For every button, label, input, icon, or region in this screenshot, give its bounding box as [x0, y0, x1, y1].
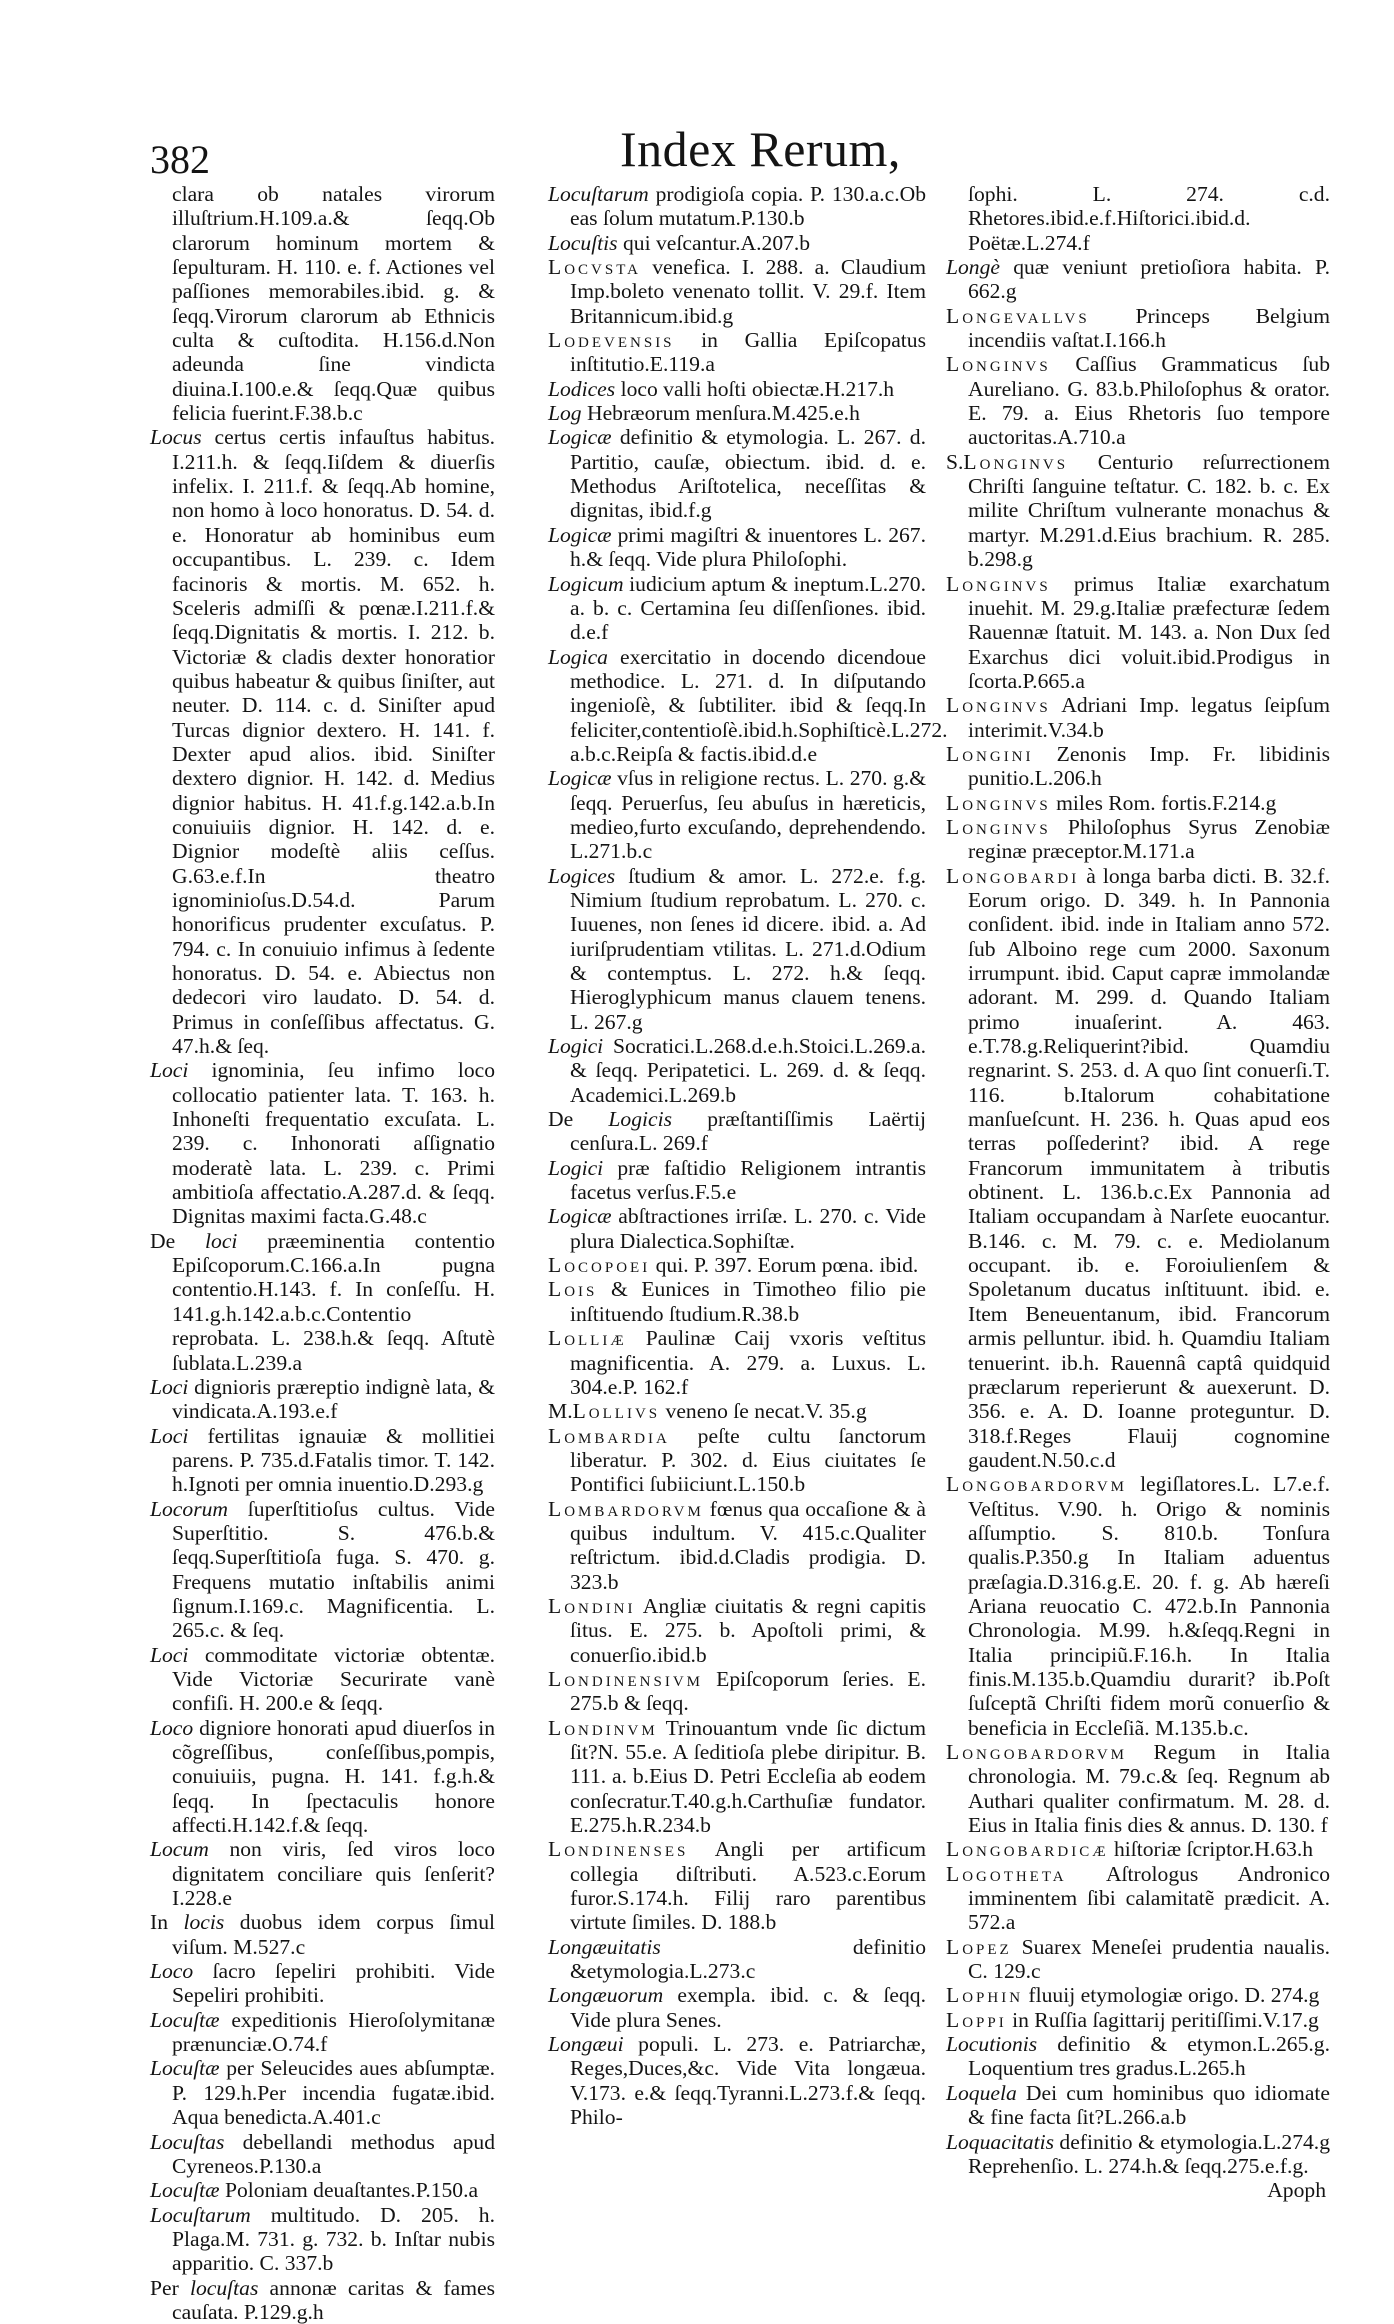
- entry-text: præeminentia contentio Epiſcoporum.C.166.a.In pugna contentio.H.143. f. In conſeſſu. H. 141.g.h.142.a.b.c.Contentio reprobata. L. 238.h.& ſeqq. Aſtutè ſublata.L.239.a: [172, 1228, 496, 1375]
- entry-lemma: Lophin: [946, 1983, 1024, 2008]
- index-entry: [946, 791, 1330, 815]
- index-entry: [548, 1667, 926, 1716]
- entry-lemma: Lois: [548, 1277, 598, 1302]
- entry-lemma: Loci: [150, 1423, 189, 1448]
- index-entry: [548, 766, 926, 863]
- index-entry: [946, 2032, 1330, 2081]
- entry-text: veneno ſe necat.V. 35.g: [660, 1399, 867, 1424]
- entry-text: ignominia, ſeu infimo loco collocatio patienter lata. T. 163. h. Inhoneſti frequentatio excuſata. L. 239. c. Inhonorati aſſignatio moderatè lata. L. 239. c. Primi ambitioſa affectatio.A.287.d. & ſeqq. Dignitas maximi facta.G.48.c: [172, 1058, 495, 1229]
- entry-lemma: Longinvs: [946, 571, 1051, 596]
- index-entry: [150, 2056, 495, 2129]
- entry-lemma: Logicum: [548, 571, 624, 596]
- index-entry: [946, 815, 1330, 864]
- entry-lemma: Locuſtæ: [150, 2178, 220, 2203]
- index-entry: [548, 572, 926, 645]
- entry-text: in Ruſſia ſagittarij peritiſſimi.V.17.g: [1006, 2007, 1319, 2032]
- entry-lemma: Locus: [150, 425, 202, 450]
- entry-lemma: Longinvs: [946, 814, 1051, 839]
- entry-lemma: Longæui: [548, 2032, 624, 2057]
- entry-text: Centurio reſurrectionem Chriſti ſanguine teſtatur. C. 182. b. c. Ex milite Chriſtum vulnerante monachus & martyr. M.291.d.Eius brachium. R. 285. b.298.g: [968, 449, 1330, 572]
- index-entry: [548, 1277, 926, 1326]
- entry-prefix: De: [548, 1107, 609, 1132]
- index-entry: [150, 1959, 495, 2008]
- index-entry: [548, 1399, 926, 1423]
- index-entry: [150, 1229, 495, 1375]
- entry-text: Princeps Belgium incendiis vaſtat.I.166.h: [968, 303, 1330, 353]
- entry-lemma: Longobardicæ: [946, 1837, 1109, 1862]
- page-number: 382: [150, 137, 210, 182]
- index-entry: [150, 1837, 495, 1910]
- entry-lemma: Logicæ: [548, 1204, 612, 1229]
- index-entry: [548, 1594, 926, 1667]
- index-entry: [548, 328, 926, 377]
- entry-lemma: Locuſtarum: [150, 2202, 251, 2227]
- entry-text: hiſtoriæ ſcriptor.H.63.h: [1108, 1837, 1314, 1862]
- entry-text: Socratici.L.268.d.e.h.Stoici.L.269.a. & ſeqq. Peripatetici. L. 269. d. & ſeqq. Academici.L.269.b: [570, 1034, 926, 1107]
- entry-text: multitudo. D. 205. h. Plaga.M. 731. g. 732. b. Inſtar nubis apparitio. C. 337.b: [172, 2202, 495, 2276]
- entry-text: Epiſcoporum ſeries. E. 275.b & ſeqq.: [570, 1666, 926, 1716]
- index-entry: [946, 1740, 1330, 1837]
- entry-lemma: Longinvs: [963, 449, 1069, 474]
- index-entry: [946, 1837, 1330, 1861]
- entry-lemma: Longinvs: [946, 352, 1051, 377]
- index-entry: [946, 1472, 1330, 1740]
- entry-lemma: Locuſtæ: [150, 2056, 220, 2081]
- entry-text: miles Rom. fortis.F.214.g: [1050, 790, 1277, 815]
- index-entry: [946, 864, 1330, 1473]
- entry-lemma: Lombardorvm: [548, 1496, 704, 1521]
- index-entry: [946, 1983, 1330, 2007]
- index-entry: [548, 425, 926, 522]
- index-entry: [548, 1156, 926, 1205]
- index-entry: [548, 2032, 926, 2129]
- entry-text: qui veſcantur.A.207.b: [617, 230, 811, 255]
- entry-lemma: Locvsta: [548, 255, 641, 280]
- index-entry: [548, 1253, 926, 1277]
- entry-text: definitio & etymon.L.265.g. Loquentium tres gradus.L.265.h: [968, 2032, 1330, 2081]
- entry-lemma: Londinensivm: [548, 1666, 704, 1691]
- index-entry: [150, 1716, 495, 1838]
- index-entry: [548, 1935, 926, 1984]
- entry-text: debellandi methodus apud Cyreneos.P.130.a: [172, 2129, 495, 2178]
- entry-lemma: Logicis: [608, 1107, 673, 1132]
- entry-lemma: Londinvm: [548, 1715, 658, 1740]
- entry-lemma: locis: [183, 1910, 225, 1935]
- entry-text: ſophi. L. 274. c.d. Rhetores.ibid.e.f.Hiſtorici.ibid.d. Poëtæ.L.274.f: [968, 182, 1330, 255]
- entry-lemma: Logicæ: [548, 766, 612, 791]
- index-entry: [150, 1375, 495, 1424]
- index-entry: [150, 182, 495, 425]
- entry-lemma: Logici: [548, 1034, 604, 1059]
- entry-lemma: Locuſtis: [548, 230, 618, 255]
- index-entry: [548, 1034, 926, 1107]
- entry-lemma: Longevallvs: [946, 303, 1090, 328]
- entry-text: populi. L. 273. e. Patriarchæ, Reges,Duces,&c. Vide Vita longæua. V.173. e.& ſeqq.Tyranni.L.273.f.& ſeqq. Philo-: [570, 2032, 926, 2130]
- entry-lemma: Loppi: [946, 2007, 1007, 2032]
- index-entry: [150, 2178, 495, 2202]
- entry-lemma: Locutionis: [946, 2032, 1038, 2057]
- entry-text: exercitatio in docendo dicendoue methodice. L. 271. d. In diſputando ingenioſè, & ſubtiliter. ibid & ſeqq.In feliciter,contentioſè.ibid.h.Sophiſticè.L.272. a.b.c.Reipſa & factis.ibid.d.e: [570, 644, 948, 766]
- index-entry: [946, 2081, 1330, 2130]
- entry-text: Caſſius Grammaticus ſub Aureliano. G. 83.b.Philoſophus & orator. E. 79. a. Eius Rhetoris ſuo tempore auctoritas.A.710.a: [968, 352, 1330, 450]
- entry-lemma: Longobardorvm: [946, 1472, 1128, 1497]
- entry-lemma: Loquela: [946, 2080, 1017, 2105]
- entry-text: in Gallia Epiſcopatus inſtitutio.E.119.a: [570, 328, 926, 377]
- index-entry: [548, 1983, 926, 2032]
- entry-text: vſus in religione rectus. L. 270. g.& ſeqq. Peruerſus, ſeu abuſus in hæreticis, medieo,furto excuſando, deprehendendo. L.271.b.c: [570, 766, 926, 864]
- entry-lemma: Longobardi: [946, 863, 1080, 888]
- index-column-right: [946, 182, 1330, 2203]
- entry-lemma: Lombardia: [548, 1423, 670, 1448]
- entry-text: Hebræorum menſura.M.425.e.h: [581, 401, 860, 426]
- entry-text: primi magiſtri & inuentores L. 267. h.& ſeqq. Vide plura Philoſophi.: [570, 522, 926, 572]
- index-entry: [150, 425, 495, 1058]
- entry-text: Angliæ ciuitatis & regni capitis ſitus. E. 275. b. Apoſtoli primi, & conuerſio.ibid.b: [570, 1593, 926, 1667]
- index-entry: [946, 1935, 1330, 1984]
- entry-text: expeditionis Hieroſolymitanæ prænunciæ.O.74.f: [172, 2007, 495, 2057]
- entry-text: præ faſtidio Religionem intrantis facetus verſus.F.5.e: [570, 1155, 926, 1205]
- entry-text: loco valli hoſti obiectæ.H.217.h: [615, 376, 895, 401]
- entry-text: Trinouantum vnde ſic dictum ſit?N. 55.e. A ſeditioſa plebe diripitur. B. 111. a. b.Eius D. Petri Eccleſia ab eodem conſecratur.T.40.g.h.Carthuſiæ fundator. E.275.h.R.234.b: [570, 1715, 926, 1838]
- entry-text: legiſlatores.L. L7.e.f. Veſtitus. V.90. h. Origo & nominis aſſumptio. S. 810.b. Tonſura qualis.P.350.g In Italiam aduentus præſagia.D.316.g.E. 20. f. g. Ab hæreſi Ariana reuocatio C. 472.b.In Pannonia Chronologia. M.99. h.&ſeqq.Regni in Italia principiũ.F.16.h. In Italia finis.M.135.b.Quamdiu durarit? ib.Poſt ſuſceptã Chriſti fidem morũ conuerſio & beneficia in Eccleſiã. M.135.b.c.: [968, 1472, 1330, 1740]
- entry-lemma: Lodevensis: [548, 328, 675, 353]
- index-entry: [150, 1643, 495, 1716]
- entry-text: fertilitas ignauiæ & mollitiei parens. P. 735.d.Fatalis timor. T. 142. h.Ignoti per omnia inuentio.D.293.g: [172, 1423, 495, 1497]
- entry-lemma: Lopez: [946, 1934, 1012, 1959]
- entry-lemma: Logicæ: [548, 425, 612, 450]
- index-entry: [150, 1910, 495, 1959]
- index-entry: [548, 1107, 926, 1156]
- entry-text: exempla. ibid. c. & ſeqq. Vide plura Senes.: [570, 1983, 926, 2032]
- entry-text: prodigioſa copia. P. 130.a.c.Ob eas ſolum mutatum.P.130.b: [570, 182, 926, 231]
- entry-text: Suarex Meneſei prudentia naualis. C. 129.c: [968, 1934, 1330, 1984]
- entry-prefix: M.: [548, 1399, 573, 1424]
- entry-text: definitio & etymologia. L. 267. d. Partitio, cauſæ, obiectum. ibid. d. e. Methodus Ariſtotelica, neceſſitas & dignitas, ibid.f.g: [570, 425, 926, 523]
- index-entry: [548, 864, 926, 1034]
- entry-text: abſtractiones irriſæ. L. 270. c. Vide plura Dialectica.Sophiſtæ.: [570, 1204, 926, 1253]
- entry-text: definitio & etymologia.L.274.g Reprehenſio. L. 274.h.& ſeqq.275.e.f.g.: [968, 2129, 1330, 2178]
- entry-text: Angli per artificum collegia diſtributi. A.523.c.Eorum furor.S.174.h. Filij raro parentibus virtute ſimiles. D. 188.b: [570, 1837, 926, 1935]
- index-entry: [548, 1326, 926, 1399]
- index-entry: [946, 1862, 1330, 1935]
- catchword: Apoph: [1267, 2178, 1326, 2203]
- entry-lemma: Londini: [548, 1593, 636, 1618]
- entry-prefix: S.: [946, 449, 964, 474]
- entry-lemma: Loco: [150, 1715, 194, 1740]
- entry-lemma: Loci: [150, 1374, 189, 1399]
- entry-lemma: Londinenses: [548, 1837, 689, 1862]
- entry-lemma: Loci: [150, 1058, 189, 1083]
- index-entry: [946, 693, 1330, 742]
- entry-lemma: Longinvs: [946, 790, 1051, 815]
- index-entry: [946, 2130, 1330, 2179]
- entry-lemma: Logicæ: [548, 522, 612, 547]
- entry-text: commoditate victoriæ obtentæ. Vide Victoriæ Securirate vanè confiſi. H. 200.e & ſeqq.: [172, 1642, 495, 1716]
- entry-lemma: Loquacitatis: [946, 2129, 1054, 2154]
- index-entry: [946, 572, 1330, 694]
- entry-text: Regum in Italia chronologia. M. 79.c.& ſeq. Regnum ab Authari qualiter confirmatum. M. 28. d. Eius in Italia finis dies & annus. D. 130. f: [968, 1740, 1330, 1838]
- index-entry: [150, 2130, 495, 2179]
- entry-text: venefica. I. 288. a. Claudium Imp.boleto venenato tollit. V. 29.f. Item Britannicum.ibid.g: [570, 255, 926, 328]
- index-entry: [150, 1058, 495, 1228]
- entry-text: Adriani Imp. legatus ſeipſum interimit.V.34.b: [968, 693, 1330, 742]
- index-entry: [548, 1497, 926, 1594]
- entry-lemma: Log: [548, 401, 582, 426]
- index-entry: [150, 2276, 495, 2324]
- entry-lemma: Locopoei: [548, 1253, 651, 1278]
- index-entry: [946, 352, 1330, 449]
- running-title: Index Rerum,: [620, 121, 901, 177]
- entry-lemma: Lollivs: [572, 1399, 661, 1424]
- entry-lemma: Locorum: [150, 1496, 228, 1521]
- entry-lemma: Longinvs: [946, 693, 1051, 718]
- entry-text: per Seleucides aues abſumptæ. P. 129.h.Per incendia fugatæ.ibid. Aqua benedicta.A.401.c: [172, 2056, 495, 2130]
- entry-text: ſuperſtitioſus cultus. Vide Superſtitio. S. 476.b.& ſeqq.Superſtitioſa fuga. S. 470. g. Frequens mutatio inſtabilis animi ſignum.I.169.c. Magnificentia. L. 265.c. & ſeq.: [172, 1496, 495, 1643]
- index-entry: [150, 1424, 495, 1497]
- entry-lemma: Loco: [150, 1959, 194, 1984]
- entry-text: & Eunices in Timotheo filio pie inſtituendo ſtudium.R.38.b: [570, 1277, 926, 1326]
- entry-lemma: Longæuorum: [548, 1983, 664, 2008]
- entry-text: præſtantiſſimis Laërtij cenſura.L. 269.f: [570, 1107, 927, 1156]
- entry-prefix: De: [150, 1228, 206, 1253]
- entry-lemma: Logices: [548, 863, 616, 888]
- index-entry: [946, 304, 1330, 353]
- index-entry: [946, 255, 1330, 304]
- entry-lemma: Longini: [946, 741, 1034, 766]
- entry-text: digniore honorati apud diuerſos in cõgreſſibus, conſeſſibus,pompis, conuiuiis, pugna. H. 141. f.g.h.& ſeqq. In ſpectaculis honore affecti.H.142.f.& ſeqq.: [172, 1715, 495, 1838]
- index-entry: [548, 231, 926, 255]
- entry-text: certus certis infauſtus habitus. I.211.h. & ſeqq.Iiſdem & diuerſis infelix. I. 211.f. & ſeqq.Ab homine, non homo à loco honoratus. D. 54. d. e. Honoratur ab hominibus eum occupantibus. L. 239. c. Idem facinoris & mortis. M. 652. h. Sceleris admiſſi & pœnæ.I.211.f.& ſeqq.Dignitatis & mortis. I. 212. b. Victoriæ & cladis dexter honoratior quibus habeatur & quibus ſiniſter, aut neuter. D. 114. c. d. Siniſter apud Turcas dignior dextero. H. 141. f. Dexter apud alios. ibid. Siniſter dextero dignior. H. 142. d. Medius dignior habitus. H. 41.f.g.142.a.b.In conuiuiis dignior. H. 142. d. e. Dignior modeſtè aliis ceſſus. G.63.e.f.In theatro ignominioſus.D.54.d. Parum honorificus prudenter excuſatus. P. 794. c. In conuiuio infimus à ſedente honoratus. D. 54. e. Abiectus non dedecori viro laudato. D. 54. d. Primus in conſeſſibus affectatus. G. 47.h.& ſeq.: [172, 425, 495, 1059]
- entry-text: fœnus qua occaſione & à quibus indultum. V. 415.c.Qualiter reſtrictum. ibid.d.Cladis prodigia. D. 323.b: [570, 1496, 926, 1594]
- index-entry: [548, 401, 926, 425]
- index-entry: [548, 644, 948, 767]
- entry-lemma: Locuſtas: [150, 2129, 225, 2154]
- index-entry: [548, 1424, 926, 1497]
- index-entry: [946, 742, 1330, 791]
- entry-lemma: locuſtas: [189, 2275, 259, 2300]
- entry-text: quæ veniunt pretioſiora habita. P. 662.g: [968, 255, 1330, 304]
- index-column-left: [150, 182, 495, 2324]
- index-entry: [946, 450, 1330, 572]
- entry-text: definitio &etymologia.L.273.c: [570, 1934, 926, 1984]
- entry-text: Aſtrologus Andronico imminentem ſibi calamitatẽ prædicit. A. 572.a: [968, 1861, 1330, 1935]
- entry-text: ſacro ſepeliri prohibiti. Vide Sepeliri prohibiti.: [172, 1959, 495, 2008]
- index-column-middle: [548, 182, 948, 2130]
- entry-lemma: Longè: [946, 255, 1000, 280]
- entry-lemma: Longobardorvm: [946, 1740, 1128, 1764]
- index-entry: [548, 523, 926, 572]
- entry-text: fluuij etymologiæ origo. D. 274.g: [1023, 1983, 1320, 2008]
- entry-text: Paulinæ Caij vxoris veſtitus magnificentia. A. 279. a. Luxus. L. 304.e.P. 162.f: [570, 1326, 926, 1399]
- index-entry: [150, 2008, 495, 2057]
- entry-text: annonæ caritas & fames cauſata. P.129.g.h: [172, 2275, 495, 2324]
- entry-text: Zenonis Imp. Fr. libidinis punitio.L.206.h: [968, 741, 1330, 791]
- index-entry: [548, 1837, 926, 1934]
- entry-lemma: Logica: [548, 644, 608, 669]
- entry-text: non viris, ſed viros loco dignitatem conciliare quis ſenſerit?I.228.e: [172, 1837, 495, 1911]
- index-entry: [150, 1497, 495, 1643]
- index-entry: [946, 182, 1330, 255]
- index-entry: [548, 377, 926, 401]
- entry-lemma: loci: [205, 1228, 238, 1253]
- entry-prefix: In: [150, 1910, 184, 1935]
- entry-lemma: Logici: [548, 1155, 604, 1180]
- entry-lemma: Loci: [150, 1642, 189, 1667]
- entry-lemma: Locum: [150, 1837, 209, 1862]
- index-entry: [946, 2008, 1330, 2032]
- index-entry: [548, 182, 926, 231]
- entry-text: peſte cultu ſanctorum liberatur. P. 302. d. Eius ciuitates ſe Pontifici ſubiiciunt.L.150.b: [570, 1423, 926, 1497]
- entry-lemma: Lodices: [548, 376, 616, 401]
- entry-prefix: Per: [150, 2275, 190, 2300]
- entry-lemma: Logotheta: [946, 1861, 1067, 1886]
- entry-text: Philoſophus Syrus Zenobiæ reginæ præceptor.M.171.a: [968, 814, 1330, 864]
- entry-lemma: Locuſtæ: [150, 2007, 220, 2032]
- entry-text: à longa barba dicti. B. 32.f. Eorum origo. D. 349. h. In Pannonia conſident. ibid. inde in Italiam anno 572. ſub Alboino rege cum 2000. Saxonum irrumpunt. ibid. Caput capræ immolandæ adorant. M. 299. d. Quando Italiam primo inuaſerint. A. 463. e.T.78.g.Reliquerint?ibid. Quamdiu regnarint. S. 253. d. A quo ſint conuerſi.T. 116. b.Italorum cohabitatione manſueſcunt. H. 236. h. Quas apud eos terras poſſederint? ibid. A rege Francorum immunitatem à tributis obtinent. L. 136.b.c.Ex Pannonia ad Italiam occupandam à Narſete euocantur. B.146. c. M. 79. c. e. Mediolanum occupant. ib. e. Foroiulienſem & Spoletanum ducatus inſtituunt. ibid. e. Item Beneuentanum, ibid. Francorum armis pelluntur. ibid. h. Quamdiu Italiam tenuerint. ib.h. Rauennâ captâ quidquid præclarum reperierunt & auexerunt. D. 356. e. A. D. Ioanne proteguntur. D. 318.f.Reges Flauij cognomine gaudent.N.50.c.d: [968, 863, 1330, 1472]
- entry-text: primus Italiæ exarchatum inuehit. M. 29.g.Italiæ præfecturæ ſedem Rauennæ ſtatuit. M. 143. a. Non Dux ſed Exarchus dici voluit.ibid.Prodigus in ſcorta.P.665.a: [968, 571, 1330, 693]
- entry-text: duobus idem corpus ſimul viſum. M.527.c: [172, 1910, 495, 1959]
- entry-text: clara ob natales virorum illuſtrium.H.109.a.& ſeqq.Ob clarorum hominum mortem & ſepulturam. H. 110. e. f. Actiones vel paſſiones memorabiles.ibid. g. & ſeqq.Virorum clarorum ab Ethnicis culta & cuſtodita. H.156.d.Non adeunda ſine vindicta diuina.I.100.e.& ſeqq.Quæ quibus felicia fuerint.F.38.b.c: [172, 182, 495, 426]
- entry-lemma: Locuſtarum: [548, 182, 649, 206]
- entry-text: Dei cum hominibus quo idiomate & fine facta ſit?L.266.a.b: [968, 2080, 1330, 2130]
- entry-text: Poloniam deuaſtantes.P.150.a: [219, 2178, 479, 2203]
- entry-text: qui. P. 397. Eorum pœna. ibid.: [650, 1253, 919, 1278]
- index-entry: [548, 1716, 926, 1838]
- entry-lemma: Longæuitatis: [548, 1934, 661, 1959]
- entry-text: ſtudium & amor. L. 272.e. f.g. Nimium ſtudium reprobatum. L. 270. c. Iuuenes, non ſenes id dicere. ibid. a. Ad iuriſprudentiam vtilitas. L. 271.d.Odium & contemptus. L. 272. h.& ſeqq. Hieroglyphicum manus clauem tenens. L. 267.g: [570, 863, 926, 1034]
- entry-lemma: Lolliæ: [548, 1326, 627, 1351]
- entry-text: dignioris præreptio indignè lata, & vindicata.A.193.e.f: [172, 1374, 495, 1424]
- entry-text: iudicium aptum & ineptum.L.270. a. b. c. Certamina ſeu diſſenſiones. ibid. d.e.f: [570, 571, 926, 645]
- index-entry: [150, 2203, 495, 2276]
- index-entry: [548, 1204, 926, 1253]
- index-entry: [548, 255, 926, 328]
